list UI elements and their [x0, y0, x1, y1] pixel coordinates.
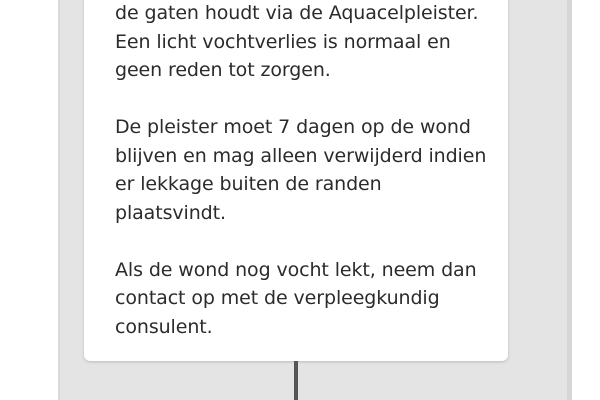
right-margin [574, 0, 600, 400]
instruction-card [84, 0, 508, 361]
timeline-track-left-edge [58, 0, 60, 400]
timeline-connector [294, 361, 298, 400]
scrollbar-track[interactable] [567, 0, 572, 400]
instruction-paragraph-2: De pleister moet 7 dagen op de wond blijven en mag alleen verwijderd indien er lekkage buiten de randen plaatsvindt. [115, 116, 487, 224]
instruction-paragraph-1: de gaten houdt via de Aquacelpleister. Een licht vochtverlies is normaal en geen reden tot zorgen. [115, 2, 479, 81]
left-margin [0, 0, 28, 400]
instruction-paragraph-3: Als de wond nog vocht lekt, neem dan contact op met de verpleegkundig consulent. [115, 258, 477, 338]
